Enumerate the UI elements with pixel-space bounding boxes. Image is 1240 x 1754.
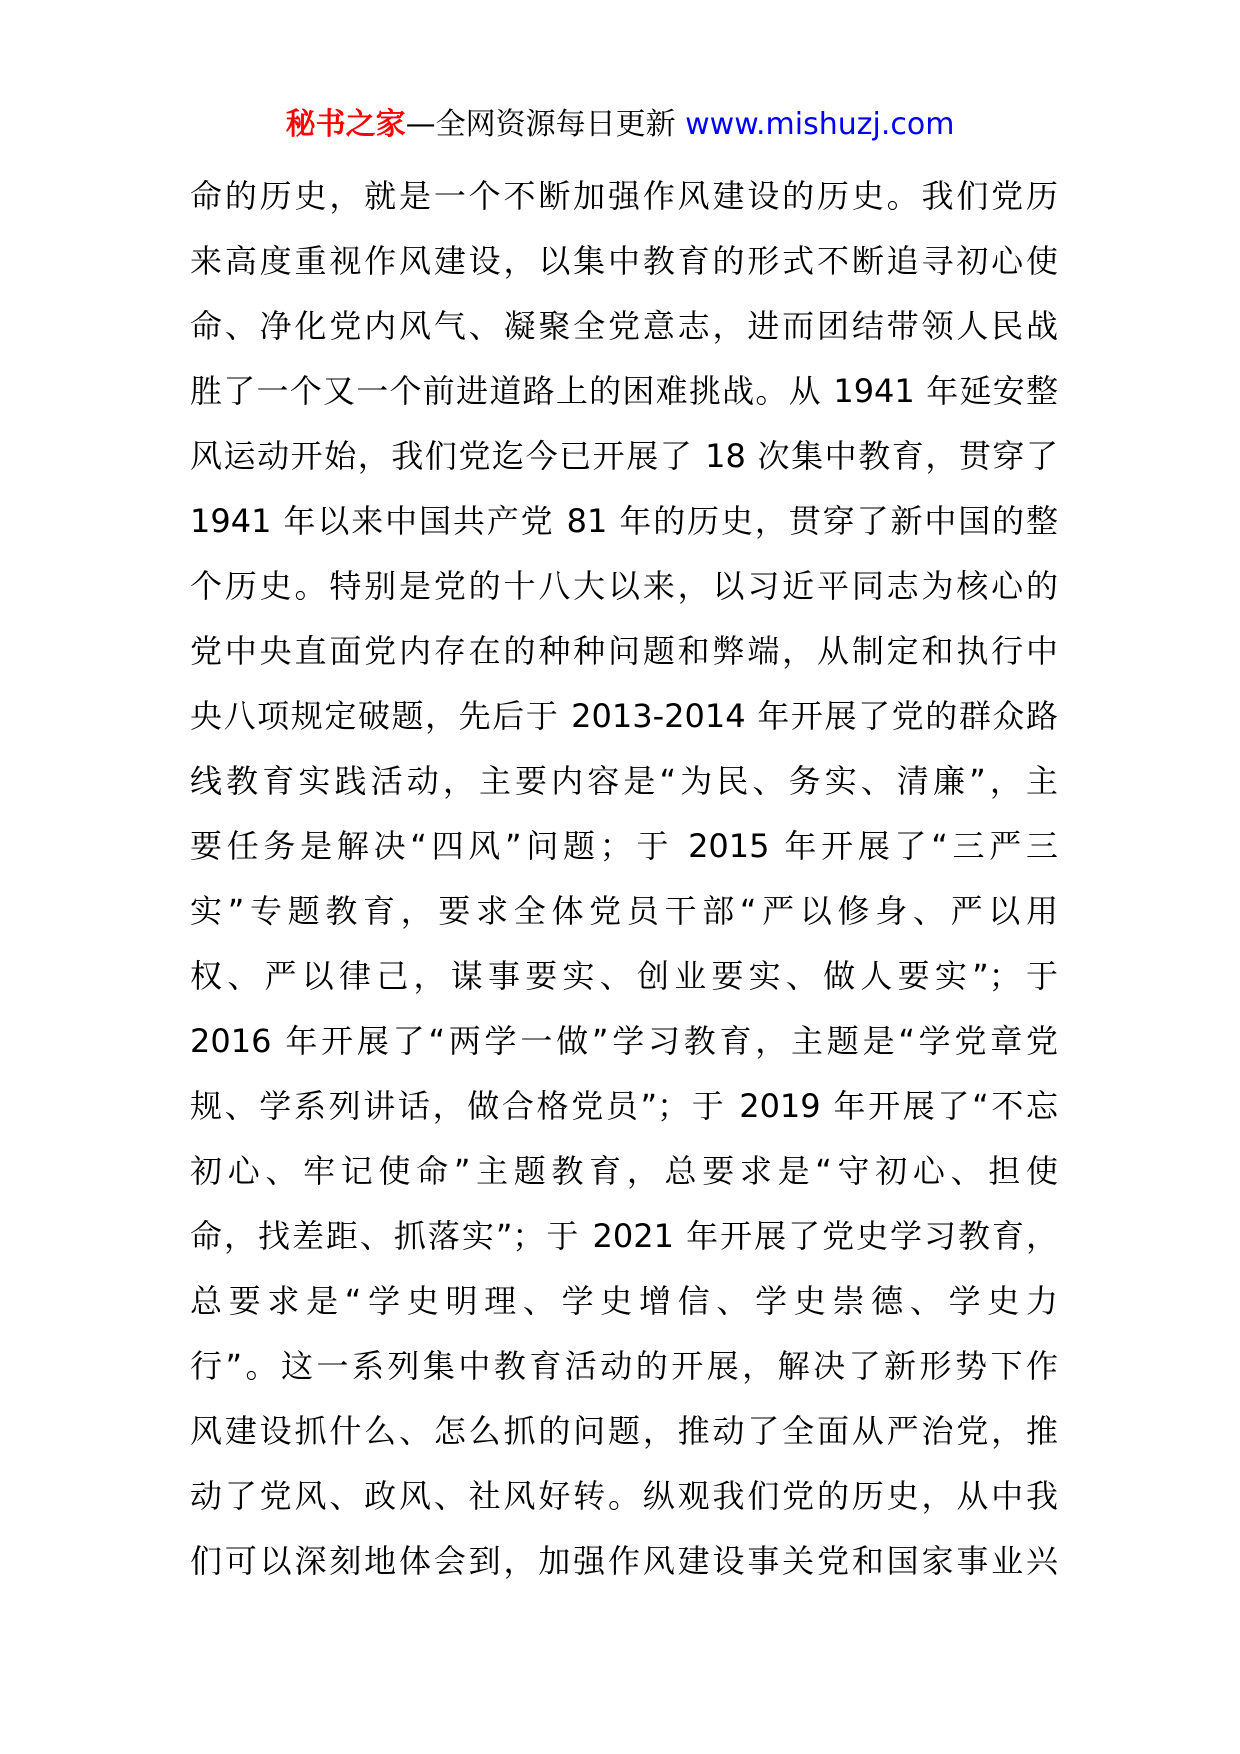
body-line: 动了党风、政风、社风好转。纵观我们党的历史，从中我 — [190, 1477, 1058, 1515]
body-line: 命、净化党内风气、凝聚全党意志，进而团结带领人民战 — [190, 307, 1058, 345]
body-line: 要任务是解决“四风”问题；于 2015 年开展了“三严三 — [190, 827, 1058, 865]
body-line: 风运动开始，我们党迄今已开展了 18 次集中教育，贯穿了 — [190, 437, 1058, 475]
body-line: 权、严以律己，谋事要实、创业要实、做人要实”；于 — [190, 957, 1058, 995]
page-header — [0, 100, 1240, 150]
body-line: 线教育实践活动，主要内容是“为民、务实、清廉”，主 — [190, 762, 1058, 800]
body-line: 央八项规定破题，先后于 2013-2014 年开展了党的群众路 — [190, 697, 1058, 735]
body-line: 总要求是“学史明理、学史增信、学史崇德、学史力 — [190, 1282, 1058, 1320]
body-line: 实”专题教育，要求全体党员干部“严以修身、严以用 — [190, 892, 1058, 930]
body-line: 们可以深刻地体会到，加强作风建设事关党和国家事业兴 — [190, 1542, 1058, 1580]
body-line: 个历史。特别是党的十八大以来，以习近平同志为核心的 — [190, 567, 1058, 605]
document-body — [190, 164, 1058, 1594]
body-line: 初心、牢记使命”主题教育，总要求是“守初心、担使 — [190, 1152, 1058, 1190]
body-line: 规、学系列讲话，做合格党员”；于 2019 年开展了“不忘 — [190, 1087, 1058, 1125]
body-line: 风建设抓什么、怎么抓的问题，推动了全面从严治党，推 — [190, 1412, 1058, 1450]
site-url[interactable]: www.mishuzj.com — [685, 107, 955, 142]
body-line: 来高度重视作风建设，以集中教育的形式不断追寻初心使 — [190, 242, 1058, 280]
body-line: 胜了一个又一个前进道路上的困难挑战。从 1941 年延安整 — [190, 372, 1058, 410]
body-line: 命的历史，就是一个不断加强作风建设的历史。我们党历 — [190, 177, 1058, 215]
brand-name: 秘书之家 — [285, 107, 406, 142]
body-line: 行”。这一系列集中教育活动的开展，解决了新形势下作 — [190, 1347, 1058, 1385]
body-line: 2016 年开展了“两学一做”学习教育，主题是“学党章党 — [190, 1022, 1058, 1060]
body-line: 命，找差距、抓落实”；于 2021 年开展了党史学习教育， — [190, 1217, 1058, 1255]
body-line: 党中央直面党内存在的种种问题和弊端，从制定和执行中 — [190, 632, 1058, 670]
header-tagline: —全网资源每日更新 — [405, 107, 686, 142]
body-line: 1941 年以来中国共产党 81 年的历史，贯穿了新中国的整 — [190, 502, 1058, 540]
